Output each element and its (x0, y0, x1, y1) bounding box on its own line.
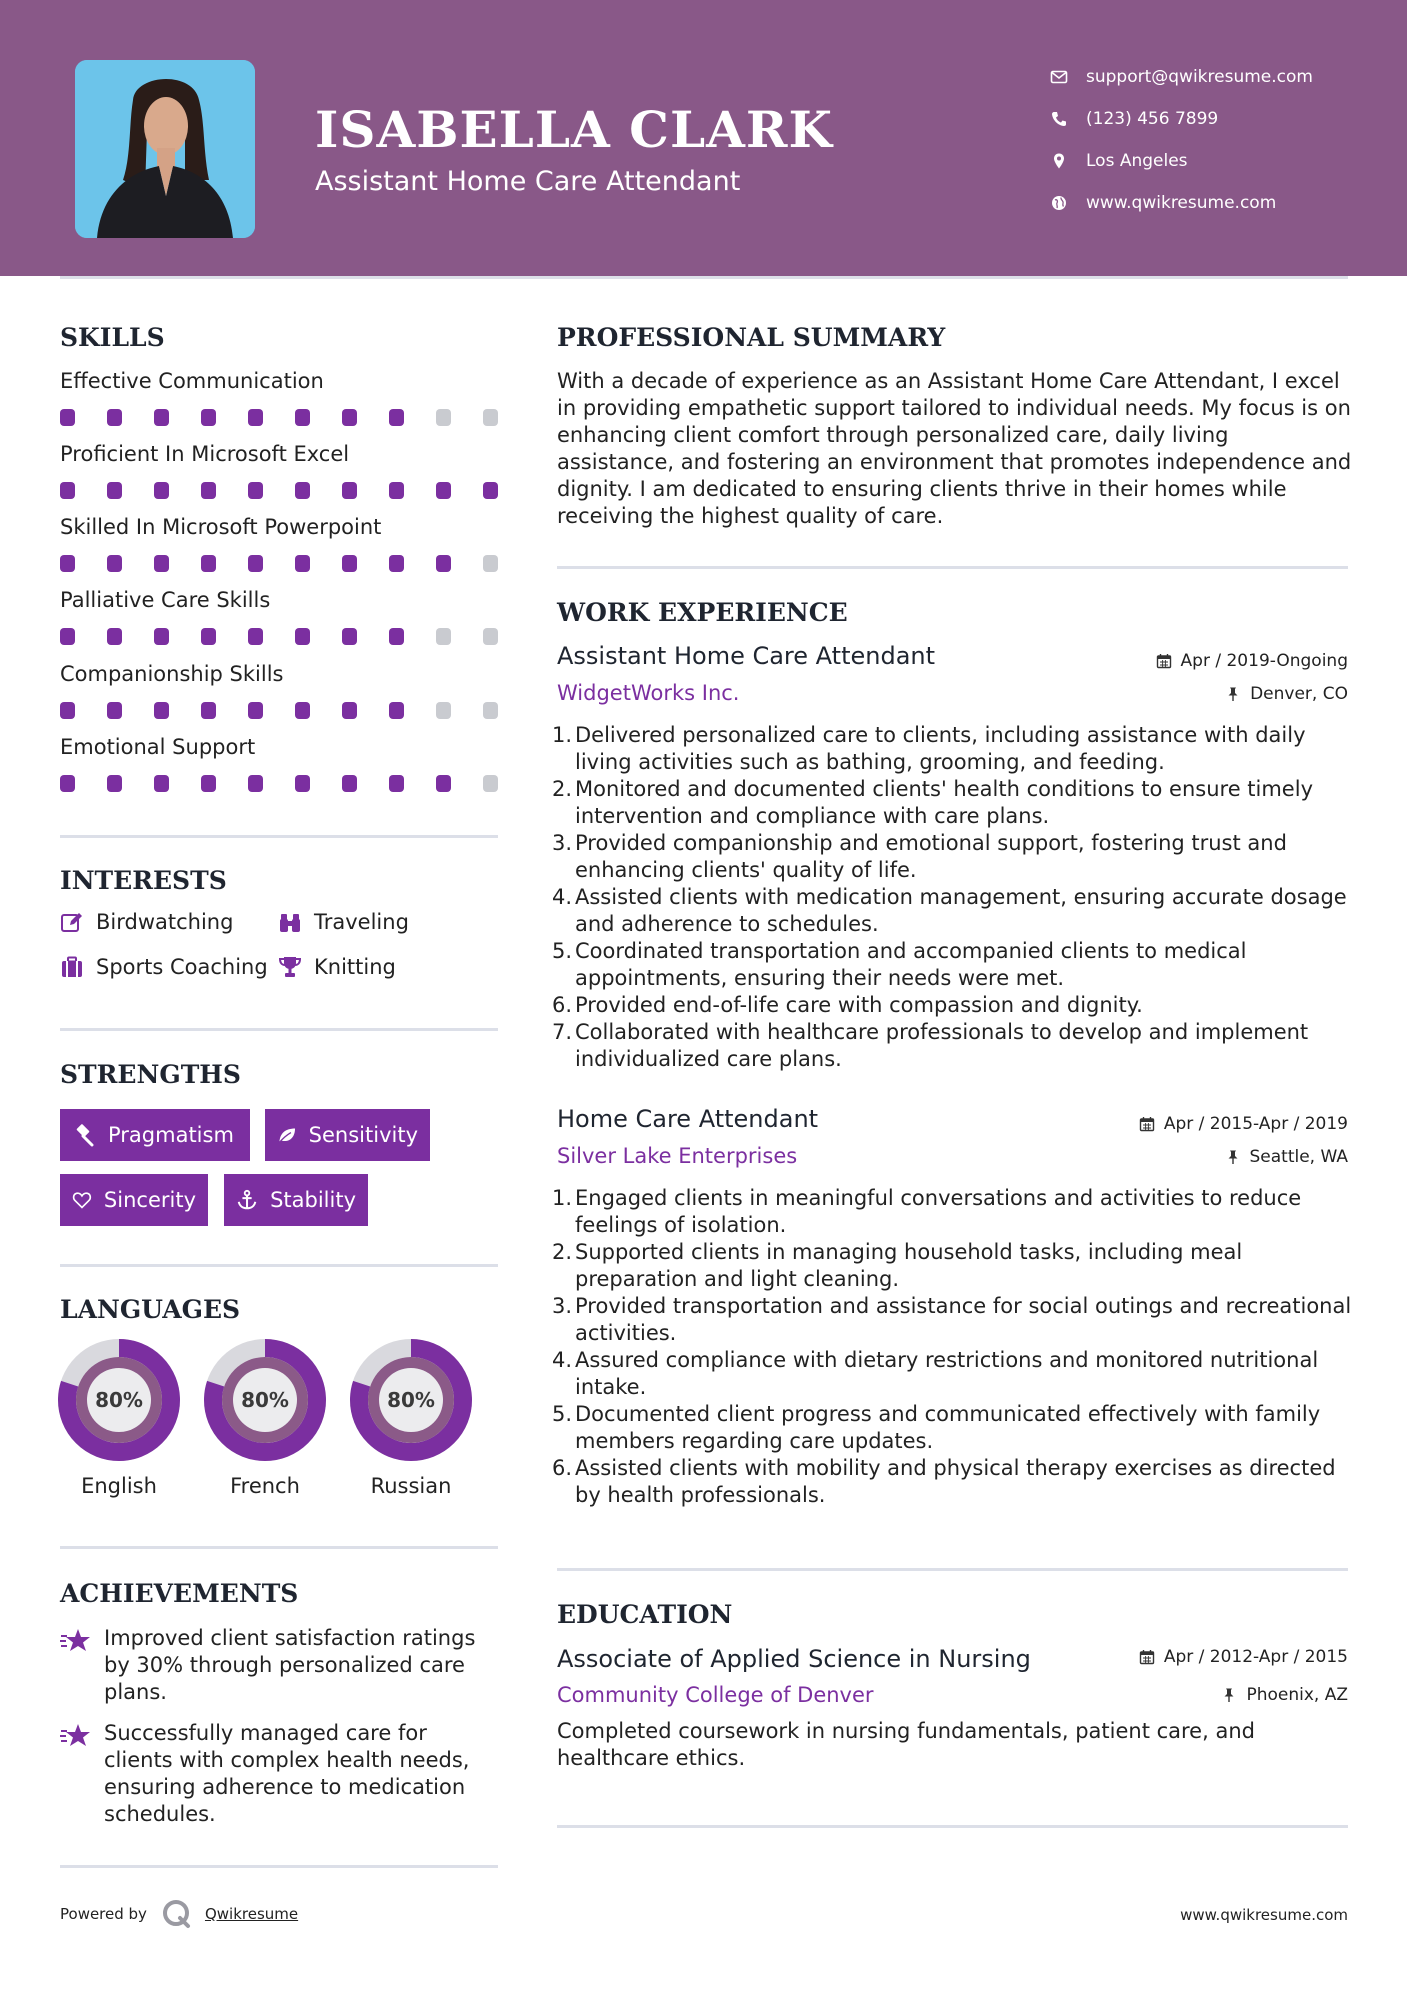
skill-dot-filled (389, 409, 404, 426)
skill-name: Skilled In Microsoft Powerpoint (60, 515, 382, 539)
bullet-number: 3. (552, 1294, 573, 1318)
education-location-text: Phoenix, AZ (1246, 1685, 1348, 1705)
section-divider (60, 1546, 498, 1549)
job-title: Home Care Attendant (557, 1105, 819, 1133)
job-bullet (552, 884, 1352, 938)
section-divider (60, 1028, 498, 1031)
skill-dot-filled (107, 409, 122, 426)
skill-dot-filled (436, 775, 451, 792)
contact-location-text: Los Angeles (1086, 151, 1188, 171)
bullet-text: Provided transportation and assistance for social outings and recreational activities. (575, 1294, 1352, 1345)
degree-title: Associate of Applied Science in Nursing (557, 1645, 1031, 1673)
skill-dot-filled (154, 482, 169, 499)
skill-dot-filled (107, 702, 122, 719)
bullet-text: Provided end-of-life care with compassion and dignity. (575, 993, 1143, 1017)
skill-dot-filled (107, 555, 122, 572)
skill-item (60, 662, 500, 719)
job-bullet (552, 776, 1352, 830)
contact-phone[interactable] (1050, 98, 1313, 140)
star-icon (60, 1722, 92, 1750)
leaf-icon (277, 1123, 297, 1147)
summary-heading: PROFESSIONAL SUMMARY (557, 323, 946, 352)
skill-dot-filled (436, 555, 451, 572)
section-divider (60, 1264, 498, 1267)
company-name[interactable]: Silver Lake Enterprises (557, 1144, 798, 1168)
skill-dot-filled (342, 409, 357, 426)
location-pin-icon (1050, 152, 1068, 170)
skill-dot-filled (248, 628, 263, 645)
skill-dot-filled (389, 482, 404, 499)
strength-badge (265, 1109, 430, 1161)
bullet-text: Collaborated with healthcare professionals to develop and implement individualized care plans. (575, 1020, 1309, 1071)
skill-item (60, 735, 500, 792)
job-bullet (552, 722, 1352, 776)
skill-dot-filled (342, 555, 357, 572)
gavel-icon (72, 1123, 96, 1147)
qwikresume-logo-icon (161, 1898, 193, 1930)
skill-dot-filled (295, 409, 310, 426)
skill-rating (60, 775, 498, 792)
job-bullet (552, 1347, 1352, 1401)
qwikresume-link[interactable]: Qwikresume (204, 1905, 299, 1923)
strength-label: Sincerity (103, 1188, 196, 1212)
skill-name: Proficient In Microsoft Excel (60, 442, 350, 466)
skill-item (60, 515, 500, 572)
job-bullet (552, 1239, 1352, 1293)
interest-item (278, 910, 409, 934)
anchor-icon (236, 1188, 258, 1212)
languages-heading: LANGUAGES (60, 1295, 241, 1324)
language-progress-ring (349, 1338, 473, 1462)
interest-item (60, 910, 233, 934)
language-name: French (230, 1474, 300, 1498)
achievement-item (60, 1625, 500, 1706)
language-name: English (81, 1474, 157, 1498)
bullet-text: Delivered personalized care to clients, including assistance with daily living activities such as bathing, grooming, and feeding. (575, 723, 1306, 774)
skill-dot-filled (201, 409, 216, 426)
skill-dot-filled (248, 482, 263, 499)
language-item (349, 1338, 473, 1498)
contact-email-text: support@qwikresume.com (1086, 67, 1313, 87)
job-date (1156, 651, 1348, 671)
achievement-text: Successfully managed care for clients with complex health needs, ensuring adherence to medication schedules. (104, 1721, 470, 1826)
contact-website[interactable] (1050, 182, 1313, 224)
experience-heading: WORK EXPERIENCE (557, 598, 848, 627)
skill-dot-filled (295, 628, 310, 645)
skill-rating (60, 702, 498, 719)
skill-dot-filled (342, 628, 357, 645)
skill-dot-filled (389, 775, 404, 792)
footer-url[interactable]: www.qwikresume.com (1180, 1906, 1348, 1924)
header-divider (60, 276, 1348, 279)
phone-icon (1050, 110, 1068, 128)
skill-dot-empty (436, 702, 451, 719)
skill-name: Emotional Support (60, 735, 256, 759)
language-item (57, 1338, 181, 1498)
section-divider (60, 835, 498, 838)
skill-dot-empty (483, 702, 498, 719)
skill-dot-filled (295, 482, 310, 499)
interest-item (60, 955, 268, 979)
strength-badge (224, 1174, 368, 1226)
language-progress-ring (203, 1338, 327, 1462)
education-heading: EDUCATION (557, 1600, 733, 1629)
skills-heading: SKILLS (60, 323, 165, 352)
strength-badge (60, 1109, 250, 1161)
skill-dot-empty (436, 628, 451, 645)
job-bullet-list (552, 722, 1352, 1073)
achievement-item (60, 1720, 500, 1828)
skill-dot-filled (389, 702, 404, 719)
skill-dot-filled (342, 702, 357, 719)
skill-dot-filled (60, 628, 75, 645)
job-bullet (552, 1019, 1352, 1073)
skill-dot-filled (436, 482, 451, 499)
trophy-icon (278, 955, 302, 979)
skill-dot-filled (248, 775, 263, 792)
skill-dot-empty (483, 775, 498, 792)
job-date-text: Apr / 2015-Apr / 2019 (1163, 1114, 1348, 1134)
skill-dot-filled (201, 628, 216, 645)
strength-label: Pragmatism (108, 1123, 234, 1147)
language-item (203, 1338, 327, 1498)
skill-rating (60, 482, 498, 499)
skill-dot-filled (342, 482, 357, 499)
job-location (1225, 1147, 1349, 1167)
bullet-number: 3. (552, 831, 573, 855)
strength-label: Stability (270, 1188, 356, 1212)
job-location (1225, 684, 1348, 704)
education-description: Completed coursework in nursing fundamentals, patient care, and healthcare ethics. (557, 1719, 1255, 1770)
language-name: Russian (370, 1474, 452, 1498)
interest-label: Birdwatching (96, 910, 234, 934)
contact-list (1050, 56, 1313, 224)
summary-text: With a decade of experience as an Assistant Home Care Attendant, I excel in providing empathetic support tailored to individual needs. My focus is on enhancing client comfort through personalized care, daily living assistance, and fostering an environment that promotes independence and dignity. I am dedicated to ensuring clients thrive in their homes while receiving the highest quality of care. (557, 369, 1352, 528)
bullet-number: 1. (552, 723, 573, 747)
suitcase-icon (60, 955, 84, 979)
education-date (1139, 1647, 1348, 1667)
bullet-text: Provided companionship and emotional support, fostering trust and enhancing clients' quality of life. (575, 831, 1287, 882)
skill-dot-filled (60, 409, 75, 426)
bullet-number: 1. (552, 1186, 573, 1210)
bullet-number: 6. (552, 1456, 573, 1480)
interest-item (278, 955, 396, 979)
interests-heading: INTERESTS (60, 866, 227, 895)
job-bullet (552, 992, 1352, 1019)
pushpin-icon (1221, 1687, 1237, 1703)
skill-dot-filled (154, 702, 169, 719)
job-location-text: Denver, CO (1250, 684, 1348, 704)
pencil-square-icon (60, 910, 84, 934)
skill-dot-filled (295, 702, 310, 719)
skill-dot-filled (107, 628, 122, 645)
language-progress-ring (57, 1338, 181, 1462)
calendar-icon (1156, 653, 1172, 669)
interest-label: Traveling (314, 910, 409, 934)
skill-dot-filled (248, 409, 263, 426)
achievement-text: Improved client satisfaction ratings by 30% through personalized care plans. (104, 1626, 476, 1704)
binoculars-icon (278, 910, 302, 934)
bullet-number: 5. (552, 939, 573, 963)
skill-dot-filled (201, 775, 216, 792)
strength-badge (60, 1174, 208, 1226)
bullet-text: Coordinated transportation and accompanied clients to medical appointments, ensuring their needs were met. (575, 939, 1247, 990)
pushpin-icon (1225, 1149, 1241, 1165)
skill-dot-filled (154, 628, 169, 645)
skill-dot-empty (483, 409, 498, 426)
bullet-number: 6. (552, 993, 573, 1017)
envelope-icon (1050, 68, 1068, 86)
job-bullet (552, 1401, 1352, 1455)
bullet-text: Assisted clients with mobility and physical therapy exercises as directed by health professionals. (575, 1456, 1336, 1507)
contact-website-text: www.qwikresume.com (1086, 193, 1277, 213)
skill-rating (60, 409, 498, 426)
bullet-text: Documented client progress and communicated effectively with family members regarding care updates. (575, 1402, 1321, 1453)
skill-rating (60, 555, 498, 572)
skill-dot-filled (60, 702, 75, 719)
skill-dot-empty (483, 555, 498, 572)
bullet-text: Engaged clients in meaningful conversations and activities to reduce feelings of isolation. (575, 1186, 1302, 1237)
skill-dot-filled (389, 628, 404, 645)
bullet-text: Assured compliance with dietary restrictions and monitored nutritional intake. (575, 1348, 1319, 1399)
skill-dot-filled (107, 482, 122, 499)
language-percent: 80% (241, 1388, 289, 1412)
bullet-text: Monitored and documented clients' health conditions to ensure timely intervention and compliance with care plans. (575, 777, 1313, 828)
globe-icon (1050, 194, 1068, 212)
job-location-text: Seattle, WA (1249, 1147, 1348, 1167)
skill-dot-filled (342, 775, 357, 792)
skill-dot-filled (154, 775, 169, 792)
skill-name: Companionship Skills (60, 662, 284, 686)
education-location (1221, 1685, 1348, 1705)
bullet-number: 7. (552, 1020, 573, 1044)
bullet-text: Supported clients in managing household tasks, including meal preparation and light cleaning. (575, 1240, 1243, 1291)
calendar-icon (1139, 1116, 1155, 1132)
profile-photo (75, 60, 255, 238)
candidate-name: ISABELLA CLARK (315, 100, 833, 159)
contact-email[interactable] (1050, 56, 1313, 98)
job-bullet (552, 830, 1352, 884)
powered-by-text: Powered by (60, 1905, 147, 1923)
resume-header (0, 0, 1407, 276)
pushpin-icon (1225, 686, 1241, 702)
bullet-number: 2. (552, 777, 573, 801)
footer-branding (60, 1898, 298, 1930)
skill-name: Palliative Care Skills (60, 588, 271, 612)
bullet-text: Assisted clients with medication management, ensuring accurate dosage and adherence to schedules. (575, 885, 1347, 936)
job-date (1139, 1114, 1348, 1134)
skill-dot-filled (248, 555, 263, 572)
skill-item (60, 369, 500, 426)
school-name[interactable]: Community College of Denver (557, 1683, 874, 1707)
bullet-number: 4. (552, 1348, 573, 1372)
skill-dot-filled (201, 555, 216, 572)
bullet-number: 2. (552, 1240, 573, 1264)
interest-label: Sports Coaching (96, 955, 268, 979)
skill-dot-filled (60, 482, 75, 499)
contact-location (1050, 140, 1313, 182)
skill-name: Effective Communication (60, 369, 324, 393)
achievements-heading: ACHIEVEMENTS (60, 1579, 299, 1608)
skill-dot-empty (483, 628, 498, 645)
strengths-heading: STRENGTHS (60, 1060, 241, 1089)
skill-dot-filled (154, 409, 169, 426)
job-title: Assistant Home Care Attendant (557, 642, 936, 670)
interest-label: Knitting (314, 955, 396, 979)
job-bullet (552, 1293, 1352, 1347)
skill-dot-filled (248, 702, 263, 719)
skill-dot-filled (201, 482, 216, 499)
job-bullet (552, 938, 1352, 992)
calendar-icon (1139, 1649, 1155, 1665)
person-silhouette-icon (75, 60, 255, 238)
job-date-text: Apr / 2019-Ongoing (1180, 651, 1348, 671)
candidate-title: Assistant Home Care Attendant (315, 166, 741, 197)
skill-dot-filled (295, 555, 310, 572)
job-bullet (552, 1185, 1352, 1239)
section-divider (557, 566, 1348, 569)
strength-label: Sensitivity (308, 1123, 418, 1147)
star-icon (60, 1627, 92, 1655)
job-bullet (552, 1455, 1352, 1509)
skill-item (60, 588, 500, 645)
job-bullet-list (552, 1185, 1352, 1509)
skill-dot-filled (201, 702, 216, 719)
skill-dot-filled (107, 775, 122, 792)
skill-dot-filled (295, 775, 310, 792)
section-divider (60, 1865, 498, 1868)
skill-item (60, 442, 500, 499)
skill-dot-empty (436, 409, 451, 426)
education-date-text: Apr / 2012-Apr / 2015 (1163, 1647, 1348, 1667)
section-divider (557, 1825, 1348, 1828)
contact-phone-text: (123) 456 7899 (1086, 109, 1219, 129)
skill-dot-filled (154, 555, 169, 572)
skill-dot-filled (60, 555, 75, 572)
skill-dot-filled (60, 775, 75, 792)
heart-icon (72, 1188, 92, 1212)
bullet-number: 5. (552, 1402, 573, 1426)
company-name[interactable]: WidgetWorks Inc. (557, 681, 740, 705)
language-percent: 80% (95, 1388, 143, 1412)
skill-rating (60, 628, 498, 645)
bullet-number: 4. (552, 885, 573, 909)
language-percent: 80% (387, 1388, 435, 1412)
skill-dot-filled (483, 482, 498, 499)
skill-dot-filled (389, 555, 404, 572)
section-divider (557, 1568, 1348, 1571)
